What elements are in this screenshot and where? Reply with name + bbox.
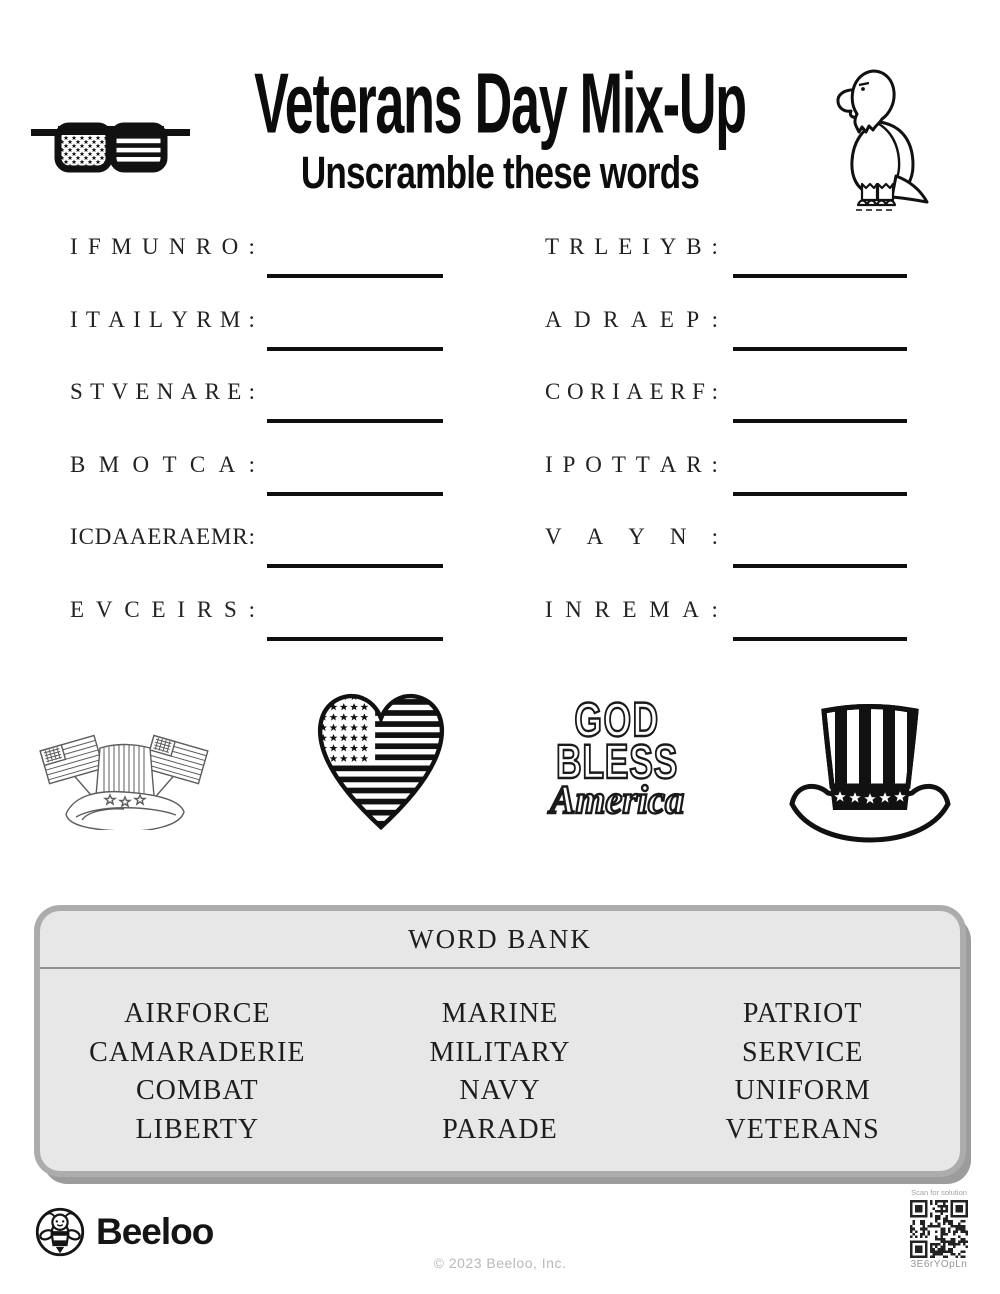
- word-bank-column: [651, 995, 954, 1149]
- uncle-sam-hat-icon: [786, 704, 954, 844]
- puzzle-row: [540, 524, 920, 597]
- puzzle-row: [540, 597, 920, 670]
- bless-text: BLESS: [555, 734, 679, 789]
- word-bank-title: WORD BANK: [40, 911, 960, 969]
- qr-code: [910, 1200, 968, 1258]
- copyright-text: © 2023 Beeloo, Inc.: [433, 1255, 567, 1271]
- scrambled-word: T R L E I Y B :: [545, 234, 718, 259]
- word-bank-word: SERVICE: [741, 1036, 864, 1068]
- page-subtitle: Unscramble these words: [300, 147, 700, 198]
- word-bank-word: VETERANS: [725, 1113, 880, 1145]
- hat-with-flags-icon: [38, 718, 210, 830]
- word-bank-column: [46, 995, 349, 1149]
- word-bank-word: LIBERTY: [135, 1113, 260, 1145]
- puzzle-row: [65, 524, 445, 597]
- brand-name: Beeloo: [96, 1211, 214, 1252]
- scrambled-word: I C D A A E R A E M R :: [70, 524, 255, 550]
- puzzle-row: [65, 234, 445, 307]
- scrambled-word: I P O T T A R :: [545, 451, 718, 477]
- word-bank-word: MARINE: [441, 998, 559, 1029]
- answer-line[interactable]: [733, 419, 907, 423]
- puzzle-row: [65, 307, 445, 380]
- puzzle-column-left: [65, 234, 445, 670]
- scrambled-word: C O R I A E R F :: [545, 379, 718, 405]
- answer-line[interactable]: [267, 274, 443, 278]
- word-bank-word: UNIFORM: [734, 1075, 871, 1107]
- answer-line[interactable]: [733, 274, 907, 278]
- page-title: Veterans Day Mix-Up: [254, 54, 746, 151]
- scrambled-word: A D R A E P :: [545, 306, 718, 332]
- scrambled-word: V A Y N :: [545, 524, 718, 550]
- word-bank-column: [349, 995, 652, 1149]
- puzzle-column-right: [540, 234, 920, 670]
- puzzle-row: [540, 234, 920, 307]
- scrambled-word: S T V E N A R E :: [70, 379, 255, 405]
- word-bank-word: PATRIOT: [742, 998, 863, 1029]
- puzzle-row: [65, 597, 445, 670]
- answer-line[interactable]: [267, 419, 443, 423]
- word-bank-word: MILITARY: [429, 1036, 571, 1068]
- puzzle-row: [65, 452, 445, 525]
- answer-line[interactable]: [733, 492, 907, 496]
- qr-block: [900, 1188, 978, 1270]
- word-bank: [40, 911, 960, 1171]
- god-text: GOD: [574, 694, 660, 747]
- word-bank-grid: [40, 969, 960, 1149]
- scrambled-word: B M O T C A :: [70, 451, 255, 477]
- america-text: America: [549, 778, 685, 820]
- word-bank-word: NAVY: [459, 1075, 541, 1107]
- word-bank-word: COMBAT: [135, 1075, 259, 1107]
- puzzle-row: [540, 379, 920, 452]
- answer-line[interactable]: [267, 564, 443, 568]
- scrambled-word: E V C E I R S :: [70, 596, 255, 622]
- qr-code-label: 3E6rYOpLn: [910, 1259, 968, 1270]
- qr-hint-text: Scan for solution: [911, 1188, 967, 1197]
- word-bank-word: AIRFORCE: [124, 998, 271, 1029]
- scrambled-word: I F M U N R O :: [70, 234, 255, 259]
- beeloo-logo: [34, 1206, 213, 1258]
- word-bank-word: CAMARADERIE: [89, 1036, 306, 1068]
- bee-icon: [34, 1206, 86, 1258]
- answer-line[interactable]: [267, 637, 443, 641]
- puzzle-row: [540, 307, 920, 380]
- puzzle-row: [540, 452, 920, 525]
- answer-line[interactable]: [733, 347, 907, 351]
- scrambled-word: I T A I L Y R M :: [70, 306, 255, 332]
- god-bless-america-art: [546, 694, 688, 820]
- answer-line[interactable]: [733, 637, 907, 641]
- answer-line[interactable]: [267, 347, 443, 351]
- eagle-icon: [820, 64, 940, 218]
- scrambled-word: I N R E M A :: [545, 596, 718, 622]
- flag-heart-icon: [310, 688, 452, 835]
- answer-line[interactable]: [733, 564, 907, 568]
- puzzle-row: [65, 379, 445, 452]
- word-bank-word: PARADE: [442, 1113, 558, 1145]
- answer-line[interactable]: [267, 492, 443, 496]
